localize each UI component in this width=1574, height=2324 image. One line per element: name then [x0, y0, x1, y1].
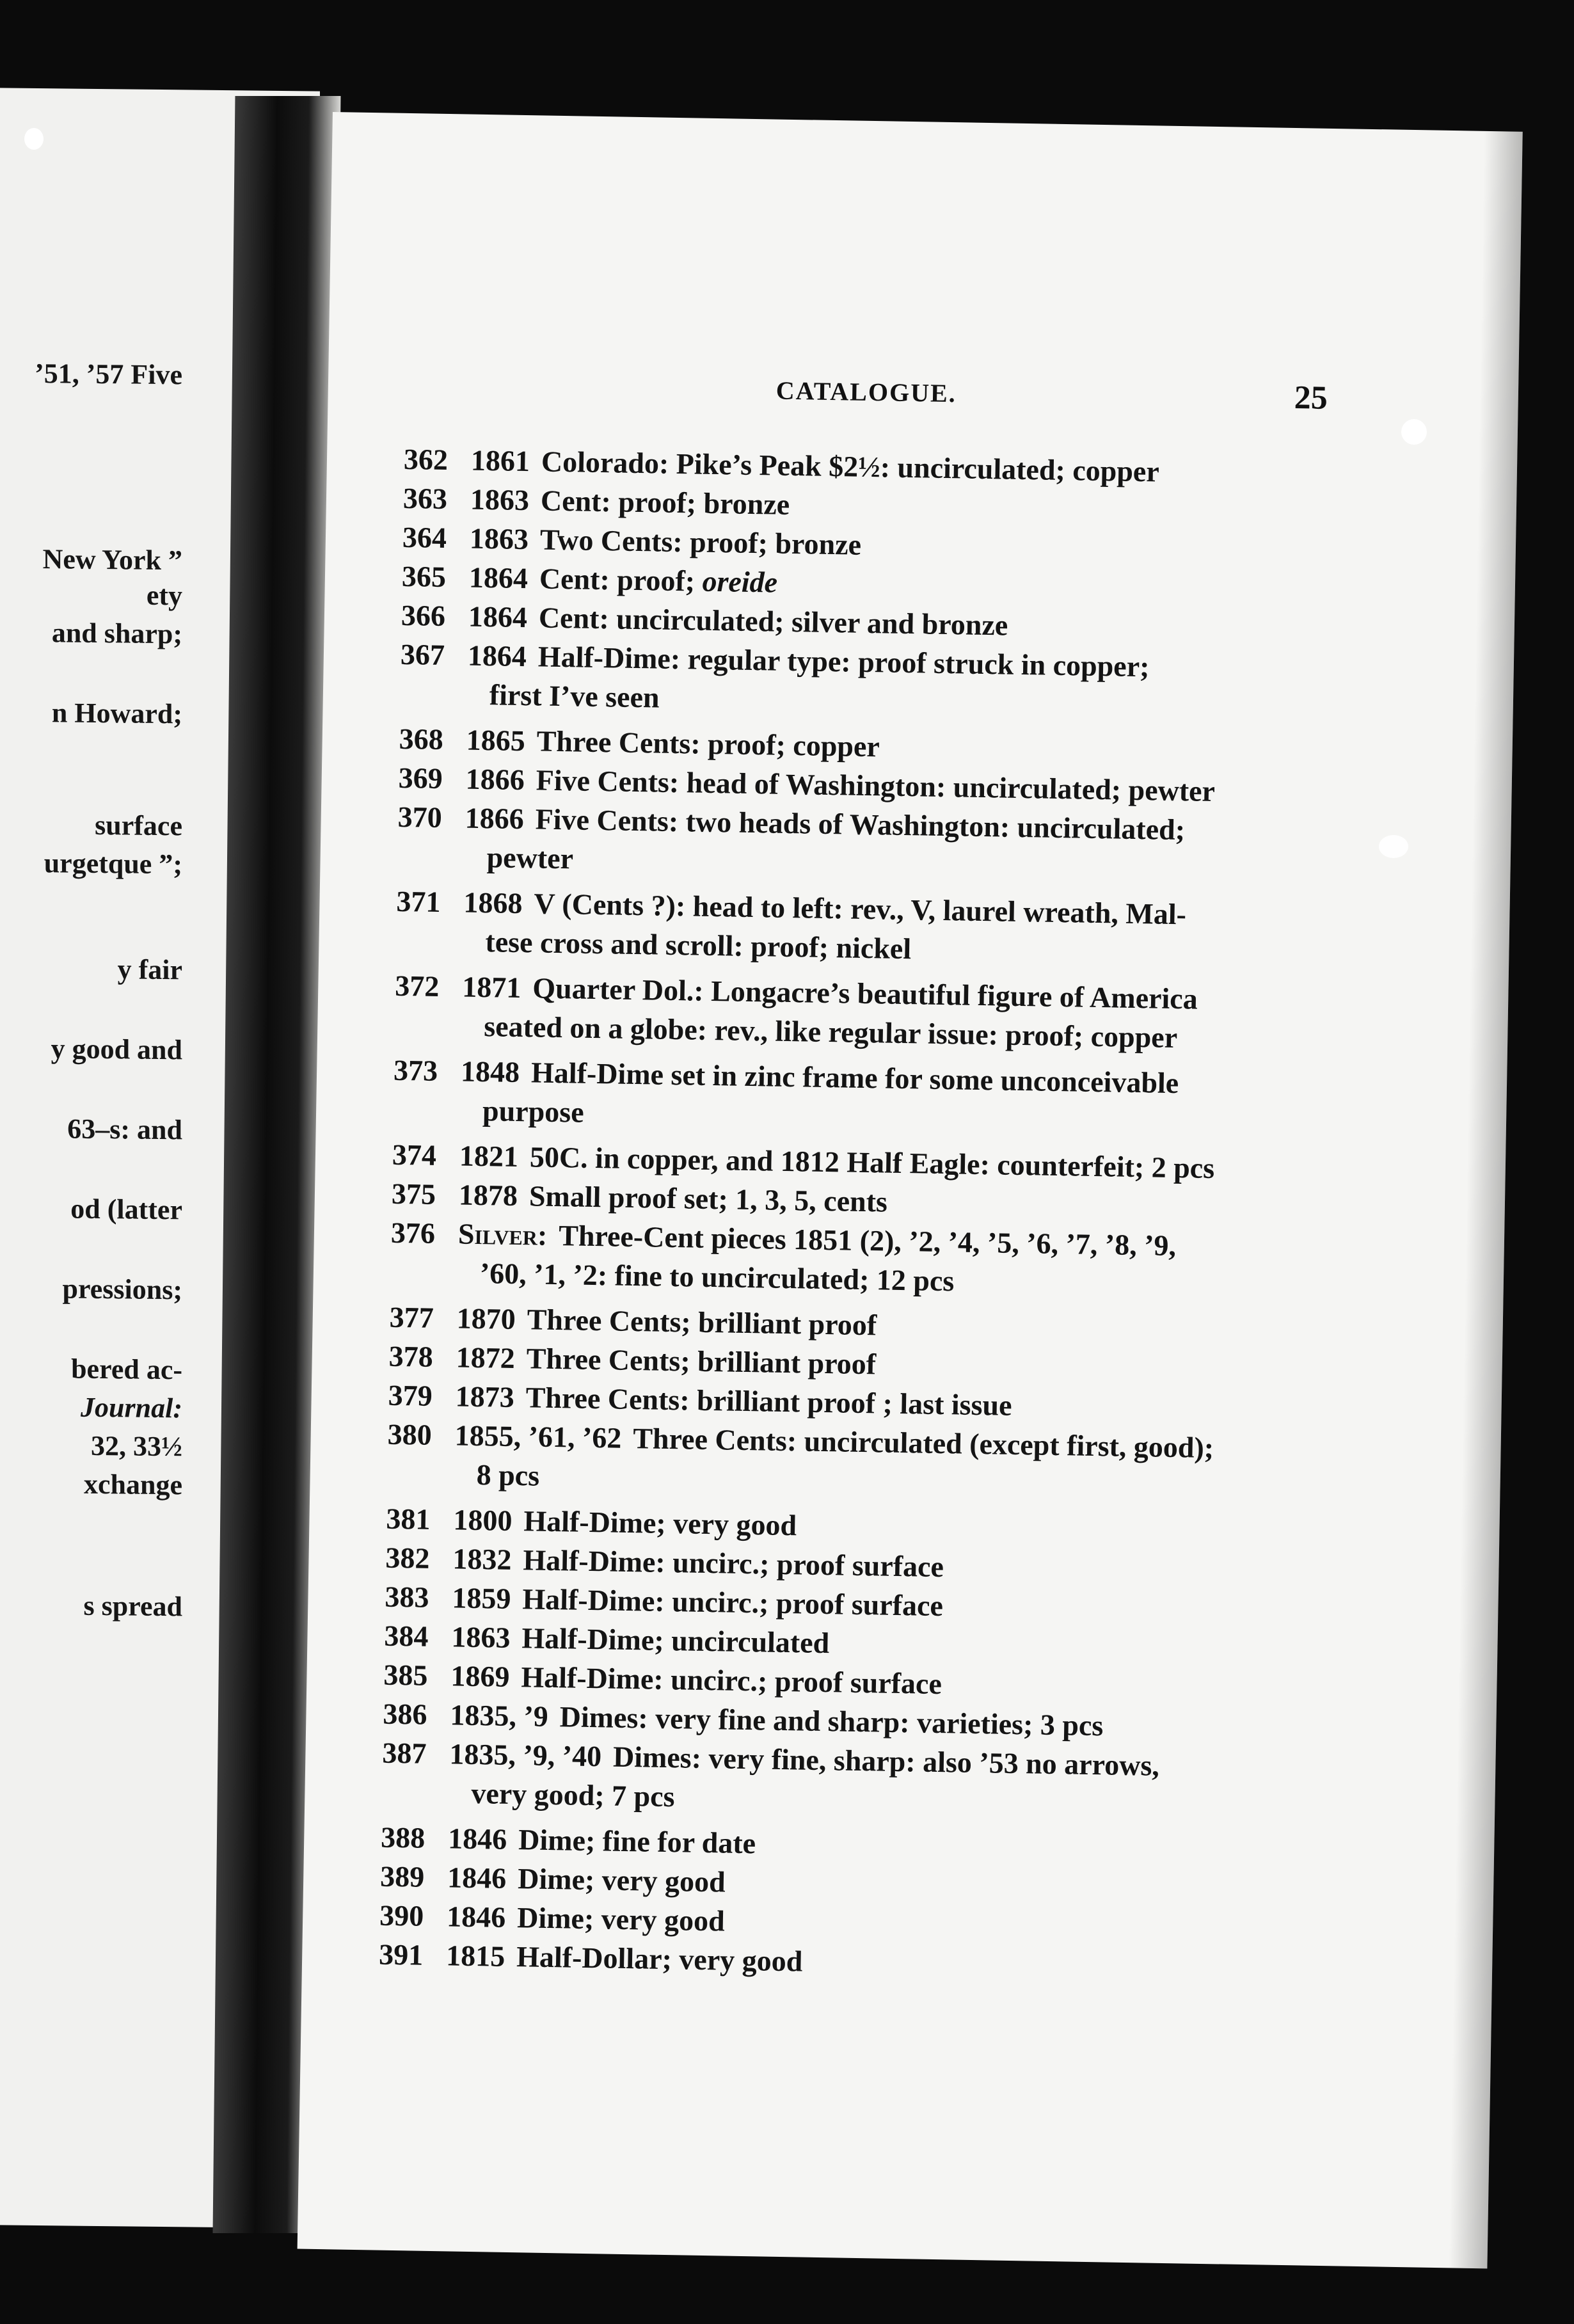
lot-date: 1846 — [447, 1822, 507, 1856]
left-page-text-fragment: n Howard; — [51, 697, 182, 730]
lot-number: 386 — [383, 1697, 427, 1731]
lot-description: Three Cents: uncirculated (except first, good); — [632, 1422, 1214, 1465]
lot-description: Five Cents: two heads of Washington: uncirculated; — [535, 802, 1186, 847]
lot-description: Half-Dime: uncirc.; proof surface — [521, 1660, 942, 1701]
lot-number: 365 — [401, 559, 447, 594]
lot-description-continued: pewter — [486, 841, 574, 875]
lot-description: Half-Dollar; very good — [516, 1940, 803, 1978]
lot-number: 364 — [402, 520, 447, 555]
catalogue-entry — [390, 1213, 1332, 1307]
lot-description: Three Cents; brilliant proof — [526, 1342, 877, 1381]
lot-number: 380 — [387, 1417, 433, 1451]
lot-number: 383 — [385, 1580, 429, 1614]
lot-date: 1872 — [456, 1341, 516, 1374]
lot-number: 381 — [386, 1502, 431, 1536]
lot-date: 1835, ’9, ’40 — [449, 1737, 602, 1773]
lot-date: 1866 — [465, 762, 525, 797]
lot-number: 367 — [400, 637, 445, 672]
catalogue-entries — [379, 440, 1345, 1989]
lot-number: 375 — [391, 1177, 436, 1211]
left-page-text-fragment: od (latter — [70, 1193, 182, 1226]
lot-number: 369 — [398, 761, 443, 795]
lot-date: 1865 — [466, 723, 526, 758]
left-page-text-fragment: ’51, ’57 Five — [35, 357, 182, 391]
lot-description: Cent: uncirculated; silver and bronze — [538, 601, 1008, 642]
lot-description-continued: first I’ve seen — [489, 678, 660, 714]
lot-date: 1864 — [468, 561, 529, 595]
lot-number: 389 — [379, 1859, 425, 1893]
right-page — [298, 112, 1523, 2268]
lot-number: 368 — [399, 722, 444, 756]
left-page-text-fragment: y good and — [51, 1033, 182, 1066]
lot-date: 1870 — [456, 1301, 516, 1335]
lot-number: 371 — [396, 884, 441, 918]
catalogue-entry — [395, 882, 1337, 975]
catalogue-entry — [393, 1051, 1335, 1144]
lot-description-continued: tese cross and scroll: proof; nickel — [485, 925, 912, 966]
catalogue-entry — [397, 797, 1339, 891]
left-page-text-fragment: xchange — [84, 1468, 182, 1501]
lot-date: 1863 — [470, 482, 530, 517]
lot-date: 1859 — [452, 1581, 511, 1615]
lot-description: Half-Dime; very good — [523, 1504, 797, 1542]
lot-number: 362 — [403, 442, 449, 477]
left-page-text-fragment: ety — [146, 579, 182, 612]
lot-date: 1832 — [452, 1542, 512, 1576]
lot-date: 1848 — [460, 1055, 520, 1089]
lot-description: Three Cents: brilliant proof ; last issue — [525, 1381, 1012, 1422]
lot-number: 385 — [383, 1658, 428, 1692]
lot-number: 388 — [380, 1820, 425, 1854]
lot-date: 1846 — [447, 1861, 507, 1895]
left-page-text-fragment: 32, 33½ — [91, 1429, 182, 1463]
lot-description: Half-Dime: uncirc.; proof surface — [523, 1543, 944, 1584]
page-header — [328, 368, 1518, 433]
lot-description: Quarter Dol.: Longacre’s beautiful figure of America — [532, 971, 1198, 1015]
scan-speck — [1401, 419, 1427, 445]
lot-description-continued: seated on a globe: rev., like regular issue: proof; copper — [483, 1010, 1178, 1055]
lot-description: Dimes: very fine and sharp: varieties; 3 pcs — [559, 1700, 1104, 1742]
lot-number: 370 — [397, 800, 443, 834]
lot-number: 372 — [394, 969, 440, 1003]
lot-date: 1864 — [468, 600, 528, 634]
lot-number: 382 — [385, 1541, 430, 1575]
lot-number: 376 — [390, 1216, 436, 1250]
scan-speck — [1379, 835, 1408, 858]
lot-date: Silver: — [457, 1217, 548, 1252]
lot-date: 1878 — [458, 1178, 518, 1213]
lot-date: 1869 — [450, 1659, 510, 1693]
catalogue-entry — [381, 1733, 1323, 1827]
lot-description: V (Cents ?): head to left: rev., V, laurel wreath, Mal- — [534, 887, 1187, 931]
lot-description: Half-Dime set in zinc frame for some unconceivable — [530, 1056, 1179, 1100]
lot-description: Half-Dime: uncirc.; proof surface — [522, 1582, 944, 1623]
lot-number: 366 — [401, 598, 446, 633]
lot-date: 1866 — [465, 801, 525, 836]
catalogue-entry — [394, 966, 1336, 1060]
lot-date: 1821 — [459, 1139, 519, 1174]
lot-date: 1873 — [455, 1380, 515, 1413]
lot-date: 1846 — [446, 1900, 506, 1934]
lot-date: 1864 — [467, 639, 527, 673]
lot-date: 1835, ’9 — [450, 1698, 549, 1733]
running-title: CATALOGUE. — [775, 376, 957, 408]
lot-date: 1863 — [469, 521, 529, 556]
catalogue-entry — [386, 1415, 1328, 1508]
left-page-text-fragment: urgetque ”; — [44, 847, 182, 880]
lot-description: Dime; very good — [516, 1901, 726, 1938]
left-page-text-fragment: bered ac- — [71, 1353, 182, 1386]
left-page-text-fragment: and sharp; — [51, 617, 182, 650]
lot-description: Colorado: Pike’s Peak $2½: uncirculated; copper — [541, 445, 1160, 488]
lot-number: 363 — [402, 481, 448, 516]
lot-description-continued: 8 pcs — [476, 1458, 540, 1492]
lot-description: 50C. in copper, and 1812 Half Eagle: counterfeit; 2 pcs — [529, 1140, 1215, 1185]
left-page-text-fragment: 63–s: and — [67, 1113, 182, 1146]
lot-description: Dimes: very fine, sharp: also ’53 no arrows, — [612, 1740, 1160, 1782]
left-page-text-fragment: surface — [95, 809, 182, 842]
lot-description: Three Cents; brilliant proof — [527, 1303, 877, 1342]
lot-number: 377 — [389, 1300, 434, 1334]
lot-description-continued: purpose — [482, 1094, 585, 1129]
catalogue-entry — [399, 635, 1341, 728]
lot-description: Dime; very good — [517, 1862, 726, 1898]
lot-description: Two Cents: proof; bronze — [539, 523, 862, 561]
lot-number: 373 — [393, 1053, 438, 1087]
lot-number: 374 — [392, 1138, 437, 1172]
lot-description: Three-Cent pieces 1851 (2), ’2, ’4, ’5, ’6, ’7, ’8, ’9, — [558, 1219, 1177, 1262]
lot-description: Half-Dime: regular type: proof struck in copper; — [537, 640, 1150, 683]
lot-description-continued: very good; 7 pcs — [471, 1776, 675, 1813]
lot-date: 1863 — [451, 1620, 511, 1654]
left-page-text-fragment: pressions; — [62, 1273, 182, 1306]
lot-description: Cent: proof; oreide — [539, 562, 778, 599]
lot-description: Five Cents: head of Washington: uncirculated; pewter — [536, 763, 1216, 808]
lot-number: 387 — [382, 1736, 427, 1770]
lot-date: 1871 — [461, 970, 521, 1005]
lot-number: 379 — [388, 1378, 433, 1412]
scan-speck — [24, 128, 44, 150]
lot-description: Half-Dime; uncirculated — [521, 1621, 830, 1660]
page-edge-shadow — [1449, 131, 1522, 2269]
lot-description: Cent: proof; bronze — [540, 484, 790, 521]
lot-date: 1800 — [453, 1503, 513, 1537]
lot-description-continued: ’60, ’1, ’2: fine to uncirculated; 12 pcs — [479, 1257, 955, 1298]
left-page-text-fragment: s spread — [83, 1589, 182, 1623]
lot-number: 384 — [384, 1619, 429, 1653]
lot-number: 391 — [378, 1938, 424, 1971]
lot-description: Three Cents: proof; copper — [536, 724, 880, 763]
lot-description: Small proof set; 1, 3, 5, cents — [529, 1179, 888, 1218]
lot-date: 1815 — [445, 1939, 505, 1973]
left-page-text-fragment: Journal: — [81, 1391, 182, 1424]
lot-number: 390 — [379, 1898, 424, 1932]
lot-date: 1855, ’61, ’62 — [454, 1419, 622, 1454]
left-page-text-fragment: y fair — [117, 953, 182, 986]
lot-date: 1861 — [470, 443, 530, 478]
lot-description: Dime; fine for date — [518, 1823, 756, 1860]
left-page-text-fragment: New York ” — [42, 543, 182, 577]
lot-number: 378 — [388, 1339, 434, 1373]
page-number: 25 — [1294, 379, 1328, 417]
lot-date: 1868 — [463, 886, 523, 920]
